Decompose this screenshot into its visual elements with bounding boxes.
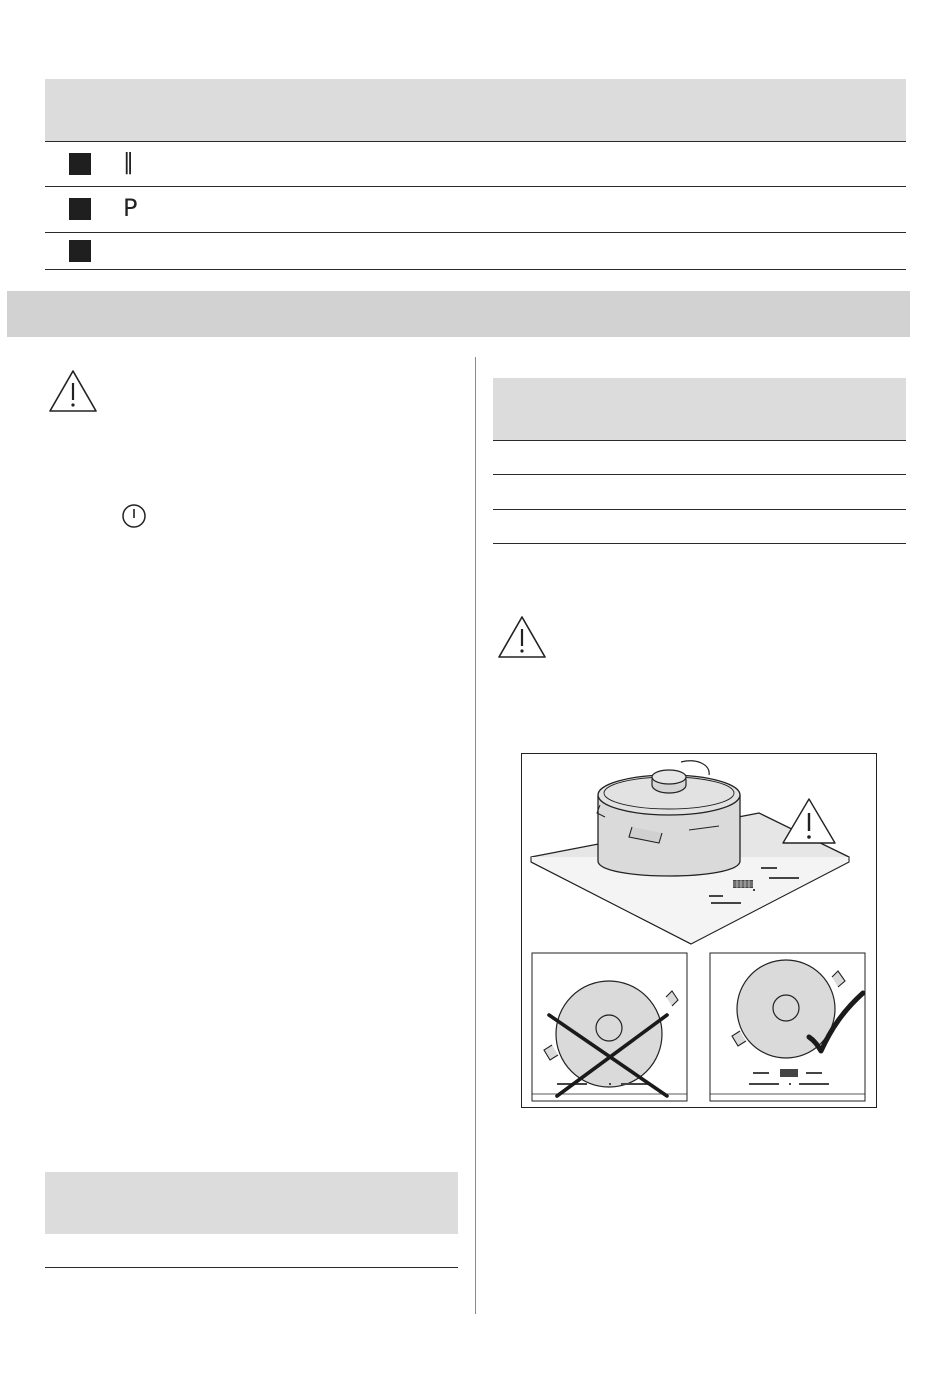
top-table-rule <box>45 141 906 142</box>
top-table-rule <box>45 232 906 233</box>
top-table-rule <box>45 269 906 270</box>
black-square-marker <box>69 198 91 220</box>
pause-symbol: || <box>123 150 130 175</box>
black-square-marker <box>69 240 91 262</box>
top-table-header <box>45 79 906 141</box>
warning-triangle-icon <box>497 615 547 659</box>
cookware-placement-illustration <box>521 753 877 1108</box>
warning-triangle-icon <box>48 369 98 413</box>
top-table-rule <box>45 186 906 187</box>
p-symbol: P <box>123 194 138 222</box>
black-square-marker <box>69 153 91 175</box>
section-heading-band <box>7 291 910 337</box>
left-table-rule <box>45 1267 458 1268</box>
column-divider <box>475 357 476 1314</box>
power-icon <box>121 503 147 529</box>
right-table-rule <box>493 509 906 510</box>
left-table-header <box>45 1172 458 1234</box>
right-table-rule <box>493 543 906 544</box>
incorrect-placement-panel <box>532 953 687 1101</box>
right-table-rule <box>493 474 906 475</box>
correct-placement-panel <box>710 953 865 1101</box>
right-table-header <box>493 378 906 440</box>
right-table-rule <box>493 440 906 441</box>
